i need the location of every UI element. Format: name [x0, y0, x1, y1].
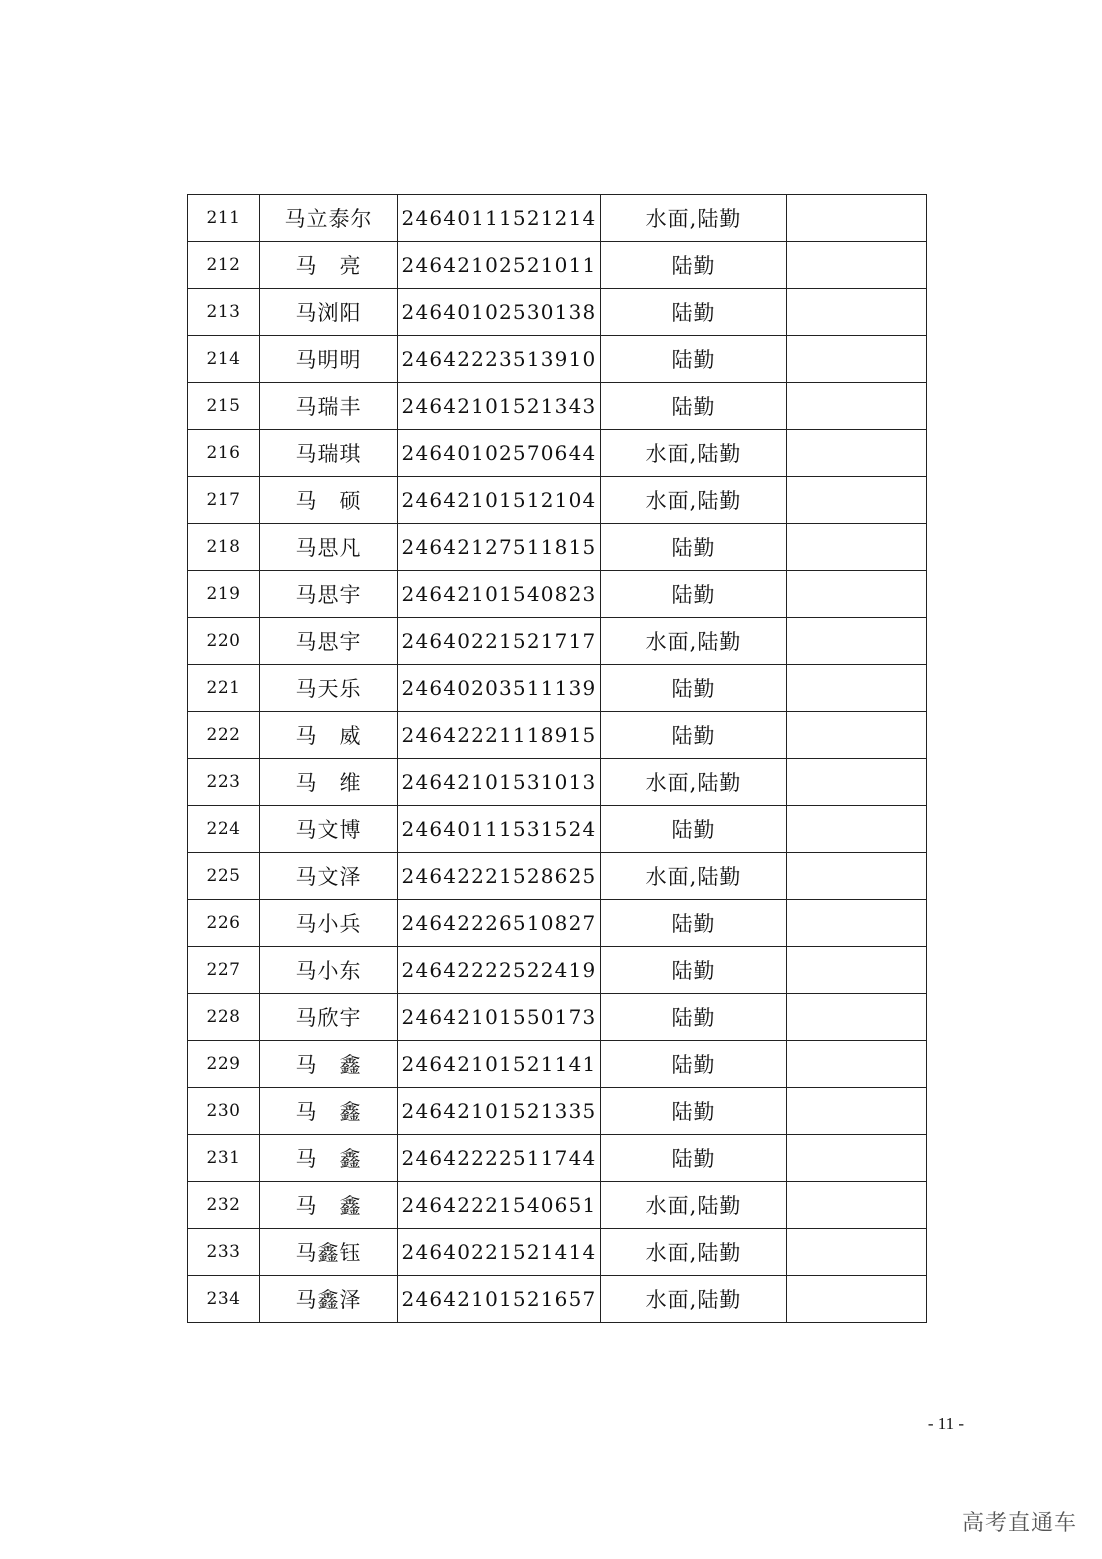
name-cell: 马欣宇	[260, 994, 398, 1041]
note-cell	[787, 712, 927, 759]
note-cell	[787, 1135, 927, 1182]
note-cell	[787, 289, 927, 336]
exam-id-cell: 24640221521717	[398, 618, 601, 665]
exam-id-cell: 24642101521657	[398, 1276, 601, 1323]
row-index-cell: 217	[188, 477, 260, 524]
row-index-cell: 222	[188, 712, 260, 759]
name-cell: 马浏阳	[260, 289, 398, 336]
exam-id-cell: 24640221521414	[398, 1229, 601, 1276]
row-index-cell: 212	[188, 242, 260, 289]
row-index-cell: 229	[188, 1041, 260, 1088]
table-row	[188, 242, 927, 289]
category-cell: 水面,陆勤	[601, 477, 787, 524]
table-row	[188, 994, 927, 1041]
name-cell: 马文泽	[260, 853, 398, 900]
category-cell: 陆勤	[601, 383, 787, 430]
exam-id-cell: 24640203511139	[398, 665, 601, 712]
note-cell	[787, 806, 927, 853]
category-cell: 陆勤	[601, 994, 787, 1041]
category-cell: 水面,陆勤	[601, 1182, 787, 1229]
category-cell: 陆勤	[601, 336, 787, 383]
note-cell	[787, 900, 927, 947]
note-cell	[787, 665, 927, 712]
name-cell: 马鑫泽	[260, 1276, 398, 1323]
exam-id-cell: 24642221540651	[398, 1182, 601, 1229]
table-row	[188, 289, 927, 336]
exam-id-cell: 24642101531013	[398, 759, 601, 806]
table-row	[188, 900, 927, 947]
name-cell: 马 鑫	[260, 1135, 398, 1182]
table-row	[188, 571, 927, 618]
note-cell	[787, 1088, 927, 1135]
table-row	[188, 1135, 927, 1182]
category-cell: 陆勤	[601, 1135, 787, 1182]
table-row	[188, 853, 927, 900]
name-cell: 马 维	[260, 759, 398, 806]
table-row	[188, 383, 927, 430]
exam-id-cell: 24640102570644	[398, 430, 601, 477]
note-cell	[787, 759, 927, 806]
table-row	[188, 195, 927, 242]
category-cell: 陆勤	[601, 947, 787, 994]
category-cell: 陆勤	[601, 289, 787, 336]
name-cell: 马小东	[260, 947, 398, 994]
name-cell: 马 鑫	[260, 1088, 398, 1135]
page-number: - 11 -	[927, 1414, 965, 1433]
row-index-cell: 224	[188, 806, 260, 853]
name-cell: 马小兵	[260, 900, 398, 947]
note-cell	[787, 336, 927, 383]
note-cell	[787, 947, 927, 994]
category-cell: 水面,陆勤	[601, 430, 787, 477]
exam-id-cell: 24642101521343	[398, 383, 601, 430]
note-cell	[787, 571, 927, 618]
row-index-cell: 227	[188, 947, 260, 994]
category-cell: 陆勤	[601, 900, 787, 947]
exam-id-cell: 24640111521214	[398, 195, 601, 242]
category-cell: 陆勤	[601, 665, 787, 712]
name-cell: 马 亮	[260, 242, 398, 289]
name-cell: 马思凡	[260, 524, 398, 571]
name-cell: 马明明	[260, 336, 398, 383]
table-row	[188, 524, 927, 571]
exam-id-cell: 24642101521141	[398, 1041, 601, 1088]
row-index-cell: 213	[188, 289, 260, 336]
note-cell	[787, 618, 927, 665]
name-cell: 马思宇	[260, 618, 398, 665]
row-index-cell: 214	[188, 336, 260, 383]
row-index-cell: 234	[188, 1276, 260, 1323]
exam-id-cell: 24642101512104	[398, 477, 601, 524]
category-cell: 水面,陆勤	[601, 195, 787, 242]
exam-id-cell: 24642222511744	[398, 1135, 601, 1182]
name-cell: 马瑞琪	[260, 430, 398, 477]
name-cell: 马立泰尔	[260, 195, 398, 242]
exam-id-cell: 24642221528625	[398, 853, 601, 900]
table-row	[188, 430, 927, 477]
category-cell: 陆勤	[601, 1088, 787, 1135]
table-row	[188, 759, 927, 806]
name-cell: 马文博	[260, 806, 398, 853]
note-cell	[787, 383, 927, 430]
category-cell: 陆勤	[601, 242, 787, 289]
row-index-cell: 220	[188, 618, 260, 665]
name-cell: 马 威	[260, 712, 398, 759]
note-cell	[787, 195, 927, 242]
name-cell: 马 鑫	[260, 1182, 398, 1229]
category-cell: 水面,陆勤	[601, 759, 787, 806]
name-cell: 马 鑫	[260, 1041, 398, 1088]
table-row	[188, 1182, 927, 1229]
watermark-text: 高考直通车	[962, 1511, 1078, 1536]
table-row	[188, 947, 927, 994]
name-cell: 马天乐	[260, 665, 398, 712]
row-index-cell: 225	[188, 853, 260, 900]
note-cell	[787, 524, 927, 571]
table-row	[188, 665, 927, 712]
exam-id-cell: 24642101550173	[398, 994, 601, 1041]
exam-id-cell: 24642223513910	[398, 336, 601, 383]
row-index-cell: 215	[188, 383, 260, 430]
table-row	[188, 1088, 927, 1135]
note-cell	[787, 1229, 927, 1276]
table-row	[188, 477, 927, 524]
note-cell	[787, 1276, 927, 1323]
row-index-cell: 233	[188, 1229, 260, 1276]
row-index-cell: 221	[188, 665, 260, 712]
exam-id-cell: 24642221118915	[398, 712, 601, 759]
row-index-cell: 216	[188, 430, 260, 477]
note-cell	[787, 853, 927, 900]
name-cell: 马 硕	[260, 477, 398, 524]
name-cell: 马瑞丰	[260, 383, 398, 430]
roster-table-body	[188, 195, 927, 1323]
roster-table	[187, 194, 927, 1323]
table-row	[188, 806, 927, 853]
table-row	[188, 618, 927, 665]
row-index-cell: 232	[188, 1182, 260, 1229]
note-cell	[787, 1041, 927, 1088]
note-cell	[787, 994, 927, 1041]
exam-id-cell: 24642102521011	[398, 242, 601, 289]
row-index-cell: 230	[188, 1088, 260, 1135]
exam-id-cell: 24642222522419	[398, 947, 601, 994]
exam-id-cell: 24642127511815	[398, 524, 601, 571]
name-cell: 马思宇	[260, 571, 398, 618]
row-index-cell: 226	[188, 900, 260, 947]
exam-id-cell: 24642226510827	[398, 900, 601, 947]
exam-id-cell: 24640111531524	[398, 806, 601, 853]
table-row	[188, 1229, 927, 1276]
row-index-cell: 218	[188, 524, 260, 571]
category-cell: 水面,陆勤	[601, 853, 787, 900]
table-row	[188, 712, 927, 759]
table-row	[188, 1041, 927, 1088]
exam-id-cell: 24642101540823	[398, 571, 601, 618]
name-cell: 马鑫钰	[260, 1229, 398, 1276]
category-cell: 陆勤	[601, 806, 787, 853]
exam-id-cell: 24640102530138	[398, 289, 601, 336]
category-cell: 陆勤	[601, 571, 787, 618]
row-index-cell: 231	[188, 1135, 260, 1182]
row-index-cell: 211	[188, 195, 260, 242]
category-cell: 水面,陆勤	[601, 1276, 787, 1323]
row-index-cell: 219	[188, 571, 260, 618]
table-row	[188, 336, 927, 383]
note-cell	[787, 1182, 927, 1229]
category-cell: 陆勤	[601, 524, 787, 571]
category-cell: 水面,陆勤	[601, 618, 787, 665]
note-cell	[787, 242, 927, 289]
row-index-cell: 228	[188, 994, 260, 1041]
category-cell: 水面,陆勤	[601, 1229, 787, 1276]
exam-id-cell: 24642101521335	[398, 1088, 601, 1135]
category-cell: 陆勤	[601, 1041, 787, 1088]
category-cell: 陆勤	[601, 712, 787, 759]
note-cell	[787, 430, 927, 477]
table-row	[188, 1276, 927, 1323]
row-index-cell: 223	[188, 759, 260, 806]
note-cell	[787, 477, 927, 524]
